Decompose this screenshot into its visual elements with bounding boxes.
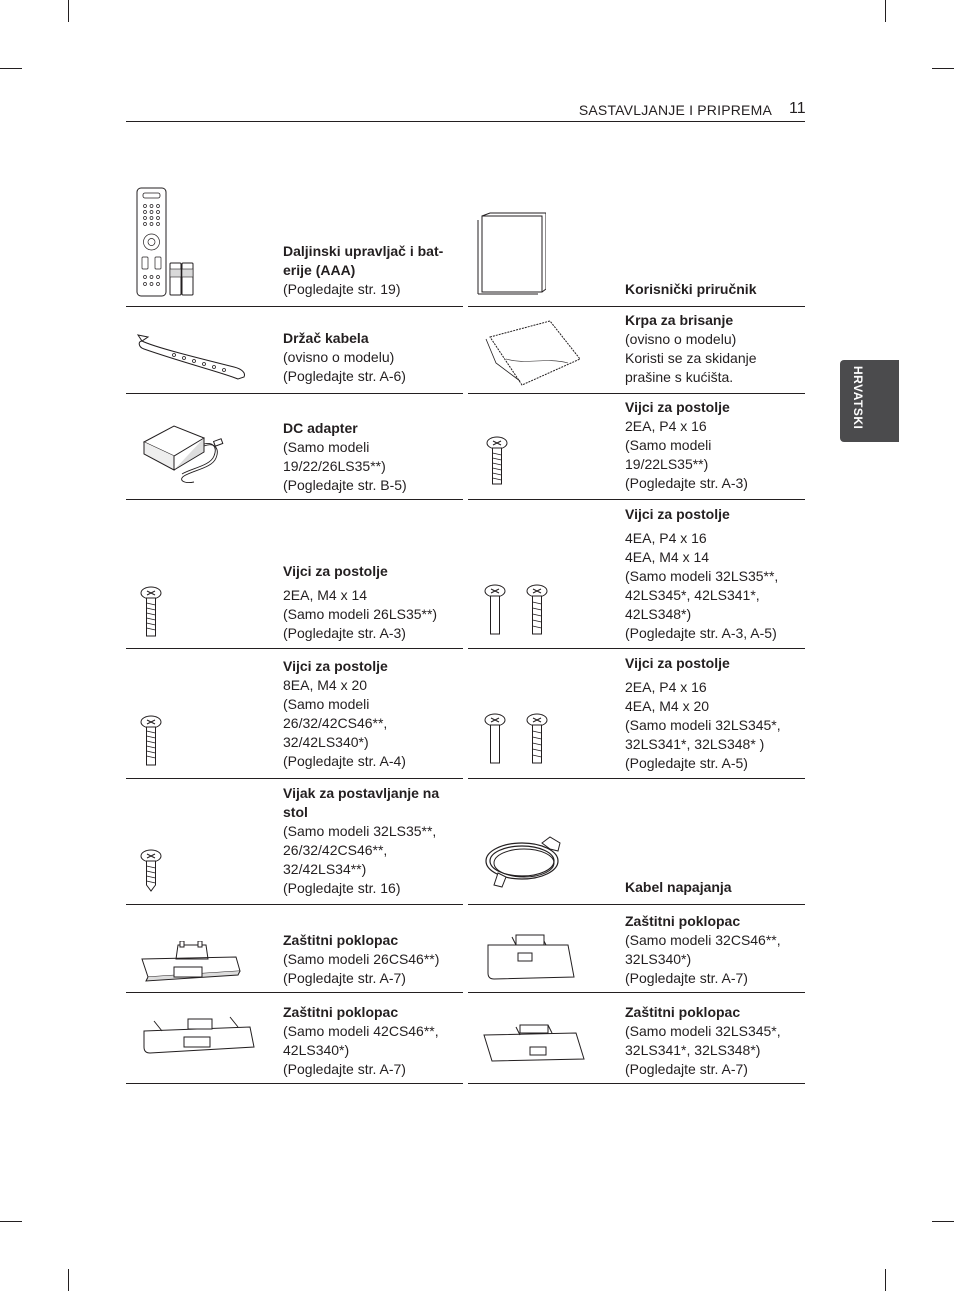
item-title: Krpa za brisanje xyxy=(625,312,734,328)
item-line: 2EA, P4 x 16 xyxy=(625,679,707,695)
item-line: 32LS341*, 32LS348*) xyxy=(625,1042,761,1058)
item-title: Vijak za postavljanje na stol xyxy=(283,785,440,820)
crop-mark xyxy=(932,68,954,69)
item-table-screw xyxy=(126,779,463,905)
screw-icon xyxy=(140,849,162,893)
item-title: Vijci za postolje xyxy=(625,506,730,522)
item-cover-2 xyxy=(468,905,805,993)
item-line: (Samo modeli 32LS35**, xyxy=(625,568,779,584)
manual-book-icon xyxy=(476,212,546,296)
dc-adapter-icon xyxy=(134,412,234,488)
item-line: (Samo modeli 32LS35**, xyxy=(283,823,437,839)
item-text xyxy=(283,329,463,386)
item-line: 42LS340*) xyxy=(283,1042,350,1058)
item-cover-4 xyxy=(468,993,805,1084)
item-text xyxy=(625,398,805,493)
item-line: 42LS348*) xyxy=(625,606,692,622)
item-line: 32/42LS34**) xyxy=(283,861,367,877)
item-line: 4EA, M4 x 14 xyxy=(625,549,710,565)
item-power-cable xyxy=(468,779,805,905)
item-line: prašine s kućišta. xyxy=(625,369,734,385)
item-line: (Samo modeli xyxy=(625,437,712,453)
item-line: (Pogledajte str. A-7) xyxy=(625,970,748,986)
item-manual xyxy=(468,182,805,307)
item-line: (Pogledajte str. A-3, A-5) xyxy=(625,625,777,641)
crop-mark xyxy=(0,1221,22,1222)
item-text xyxy=(625,280,805,299)
item-text xyxy=(283,562,463,643)
item-line: (Samo modeli xyxy=(283,439,370,455)
item-cable-holder xyxy=(126,307,463,394)
item-title: Vijci za postolje xyxy=(625,399,730,415)
item-line: (Pogledajte str. A-7) xyxy=(283,970,406,986)
item-title: Zaštitni poklopac xyxy=(283,932,399,948)
item-text xyxy=(283,419,463,495)
protective-cover-icon xyxy=(136,941,246,985)
crop-mark xyxy=(0,68,22,69)
item-text xyxy=(625,505,805,643)
item-line: 26/32/42CS46**, xyxy=(283,715,388,731)
item-text xyxy=(283,784,463,898)
language-tab xyxy=(840,360,899,442)
item-line: 4EA, M4 x 20 xyxy=(625,698,710,714)
item-line: (Samo modeli 26LS35**) xyxy=(283,606,438,622)
item-line: (ovisno o modelu) xyxy=(625,331,737,347)
item-line: (Pogledajte str. 19) xyxy=(283,281,401,297)
item-title: Držač kabela xyxy=(283,330,369,346)
crop-mark xyxy=(68,0,69,22)
item-stand-screws-3 xyxy=(468,500,805,649)
page-number: 11 xyxy=(789,100,806,117)
item-title: Zaštitni poklopac xyxy=(625,913,741,929)
item-line: (Pogledajte str. A-7) xyxy=(283,1061,406,1077)
item-line: (Samo modeli 32LS345*, xyxy=(625,717,781,733)
crop-mark xyxy=(885,0,886,22)
screw-icon xyxy=(486,436,508,486)
item-line: 32LS341*, 32LS348* ) xyxy=(625,736,765,752)
item-title: Korisnički priručnik xyxy=(625,281,757,297)
item-stand-screws-1 xyxy=(468,394,805,500)
item-line: (Pogledajte str. A-3) xyxy=(625,475,748,491)
item-text xyxy=(283,931,463,988)
item-title: Daljinski upravljač i bat-erije (AAA) xyxy=(283,243,444,278)
item-line: (Samo modeli 42CS46**, xyxy=(283,1023,439,1039)
item-line: (Pogledajte str. A-4) xyxy=(283,753,406,769)
item-line: (Pogledajte str. B-5) xyxy=(283,477,407,493)
item-line: 4EA, P4 x 16 xyxy=(625,530,707,546)
item-text xyxy=(625,311,805,387)
item-text xyxy=(283,657,463,771)
item-line: (Pogledajte str. A-7) xyxy=(625,1061,748,1077)
item-title: Zaštitni poklopac xyxy=(283,1004,399,1020)
item-text xyxy=(283,242,463,299)
cable-holder-icon xyxy=(134,327,254,383)
item-cleaning-cloth xyxy=(468,307,805,394)
item-line: 19/22/26LS35**) xyxy=(283,458,386,474)
item-title: Zaštitni poklopac xyxy=(625,1004,741,1020)
item-text xyxy=(625,1003,805,1079)
item-title: Vijci za postolje xyxy=(283,563,388,579)
crop-mark xyxy=(932,1221,954,1222)
item-line: (Pogledajte str. 16) xyxy=(283,880,401,896)
item-line: 32LS340*) xyxy=(625,951,692,967)
item-cover-3 xyxy=(126,993,463,1084)
item-line: Koristi se za skidanje xyxy=(625,350,757,366)
row-rule xyxy=(126,1083,463,1084)
header-rule xyxy=(126,121,805,122)
item-line: 42LS345*, 42LS341*, xyxy=(625,587,760,603)
screw-pair-icon xyxy=(484,584,550,636)
cleaning-cloth-icon xyxy=(476,319,588,389)
remote-control-icon xyxy=(134,187,214,299)
item-line: (Samo modeli 32LS345*, xyxy=(625,1023,781,1039)
screw-icon xyxy=(140,715,162,767)
item-title: Kabel napajanja xyxy=(625,879,732,895)
item-stand-screws-4 xyxy=(126,649,463,779)
item-dc-adapter xyxy=(126,394,463,500)
item-stand-screws-5 xyxy=(468,649,805,779)
protective-cover-icon xyxy=(480,1023,590,1063)
screw-pair-icon xyxy=(484,713,550,765)
item-line: (Pogledajte str. A-3) xyxy=(283,625,406,641)
item-cover-1 xyxy=(126,905,463,993)
item-title: DC adapter xyxy=(283,420,358,436)
item-line: (Samo modeli 32CS46**, xyxy=(625,932,781,948)
screw-icon xyxy=(140,586,162,638)
item-text xyxy=(625,912,805,988)
protective-cover-icon xyxy=(140,1009,258,1057)
item-line: (Pogledajte str. A-5) xyxy=(625,755,748,771)
item-line: 2EA, P4 x 16 xyxy=(625,418,707,434)
item-title: Vijci za postolje xyxy=(283,658,388,674)
item-title: Vijci za postolje xyxy=(625,655,730,671)
item-line: 19/22LS35**) xyxy=(625,456,709,472)
item-line: (Samo modeli 26CS46**) xyxy=(283,951,440,967)
protective-cover-icon xyxy=(482,933,578,983)
crop-mark xyxy=(68,1269,69,1291)
item-stand-screws-2 xyxy=(126,500,463,649)
item-line: (Samo modeli xyxy=(283,696,370,712)
item-line: 8EA, M4 x 20 xyxy=(283,677,368,693)
item-text xyxy=(625,878,805,897)
item-remote xyxy=(126,182,463,307)
item-text xyxy=(283,1003,463,1079)
section-title: SASTAVLJANJE I PRIPREMA xyxy=(578,102,772,118)
item-line: 2EA, M4 x 14 xyxy=(283,587,368,603)
crop-mark xyxy=(885,1269,886,1291)
row-rule xyxy=(468,1083,805,1084)
item-line: 32/42LS340*) xyxy=(283,734,369,750)
language-tab-label: HRVATSKI xyxy=(851,366,865,430)
item-text xyxy=(625,654,805,773)
item-line: 26/32/42CS46**, xyxy=(283,842,388,858)
power-cable-icon xyxy=(480,833,572,891)
item-line: (ovisno o modelu) xyxy=(283,349,395,365)
item-line: (Pogledajte str. A-6) xyxy=(283,368,406,384)
